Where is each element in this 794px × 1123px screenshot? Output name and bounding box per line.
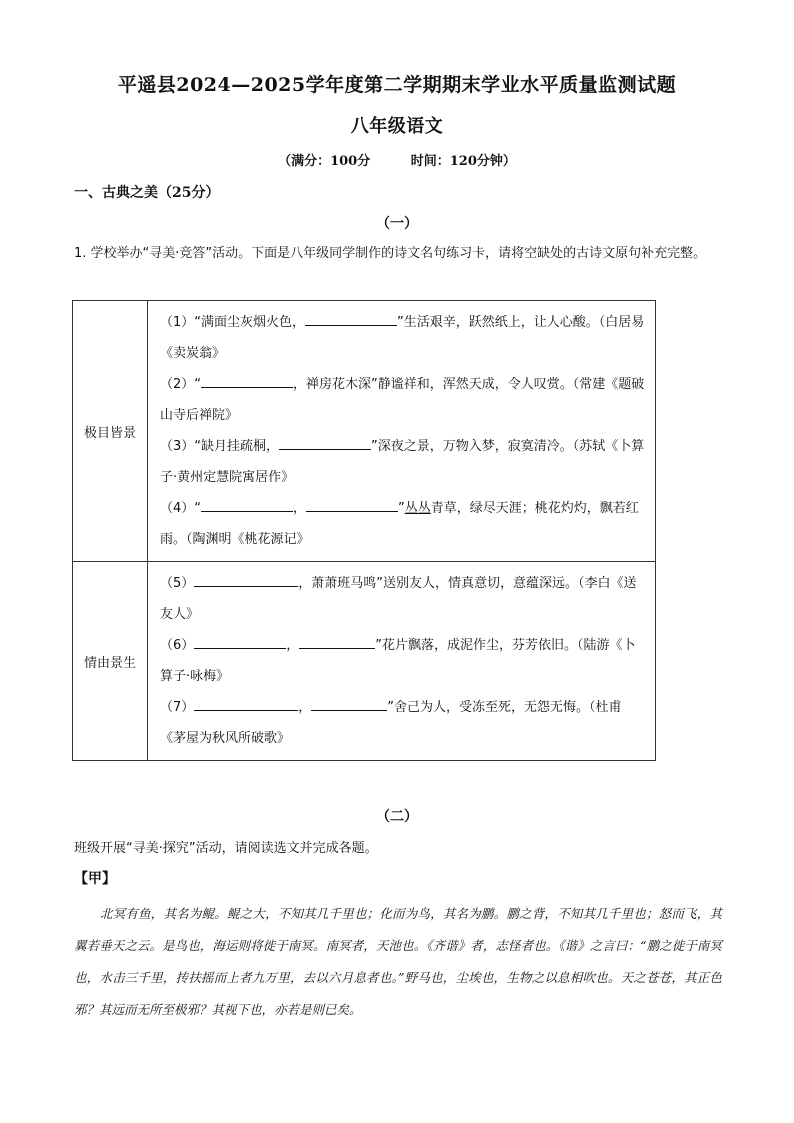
item-text-post: ，禅房花木深”静谧祥和，浑然天成，令人叹赏。（常建《题破山寺后禅院》 [160, 377, 645, 423]
answer-blank[interactable] [279, 435, 371, 450]
exam-time: 时间：120分钟） [410, 154, 516, 169]
items-cell [148, 301, 656, 562]
exam-title: 平遥县2024—2025学年度第二学期期末学业水平质量监测试题 [117, 74, 677, 96]
item-text-post: ”生活艰辛，跃然纸上，让人心酸。（白居易《卖炭翁》 [160, 315, 645, 361]
category-cell: 极目皆景 [73, 301, 148, 562]
item-text-post: ，萧萧班马鸣”送别友人，情真意切，意蕴深远。（李白《送友人》 [160, 576, 637, 622]
part-2-intro: 班级开展“寻美·探究”活动，请阅读选文并完成各题。 [74, 841, 378, 856]
part-label-2: （二） [376, 809, 418, 825]
item-text-post: ”花片飘落，成泥作尘，芬芳依旧。（陆游《卜算子·咏梅》 [160, 638, 636, 684]
item-text-mid: ， [286, 638, 300, 653]
part-label-1: （一） [376, 216, 418, 232]
answer-blank[interactable] [194, 572, 298, 587]
item-text-pre: （2）“ [160, 377, 202, 392]
list-item [160, 630, 645, 692]
category-cell: 情由景生 [73, 562, 148, 761]
answer-blank[interactable] [311, 696, 387, 711]
poetry-practice-card [72, 300, 656, 761]
list-item [160, 431, 645, 493]
table-row [73, 301, 656, 562]
item-text-post: ”深夜之景，万物入梦，寂寞清冷。（苏轼《卜算子·黄州定慧院寓居作》 [160, 439, 645, 485]
section-heading: 一、古典之美（25分） [74, 185, 220, 201]
item-text-pre: （5） [160, 576, 195, 591]
item-text-pre: （6） [160, 638, 195, 653]
item-text-pre: （4）“ [160, 501, 202, 516]
question-1-text: 1. 学校举办“寻美·竞答”活动。下面是八年级同学制作的诗文名句练习卡，请将空缺处的古诗文原句补充完整。 [74, 246, 707, 261]
answer-blank[interactable] [194, 696, 298, 711]
exam-info [0, 150, 794, 169]
item-text-post: 青草，绿尽天涯；桃花灼灼，飘若红雨。（陶渊明《桃花源记》 [160, 501, 639, 547]
list-item [160, 493, 645, 555]
answer-blank[interactable] [201, 497, 293, 512]
list-item [160, 568, 645, 630]
item-text-post: ”舍己为人，受冻至死，无怨无悔。（杜甫《茅屋为秋风所破歌》 [160, 700, 622, 746]
item-text-pre: （7） [160, 700, 195, 715]
exam-subject: 八年级语文 [350, 116, 444, 137]
list-item [160, 369, 645, 431]
item-text-underlined: 丛丛 [404, 501, 431, 516]
table-row [73, 562, 656, 761]
answer-blank[interactable] [201, 373, 293, 388]
items-cell [148, 562, 656, 761]
answer-blank[interactable] [306, 497, 398, 512]
list-item [160, 692, 645, 754]
answer-blank[interactable] [299, 634, 375, 649]
full-score: （满分：100分 [278, 154, 371, 169]
passage-label-jia: 【甲】 [74, 871, 116, 887]
answer-blank[interactable] [194, 634, 286, 649]
item-text-mid: ， [293, 501, 307, 516]
item-text-pre: （1）“满面尘灰烟火色， [160, 315, 306, 330]
passage-jia: 北冥有鱼，其名为鲲。鲲之大，不知其几千里也；化而为鸟，其名为鹏。鹏之背，不知其几千里也；怒而飞，其翼若垂天之云。是鸟也，海运则将徙于南冥。南冥者，天池也。《齐谐》者，志怪者也。《谐》之言曰：“鹏之徙于南冥也，水击三千里，抟扶摇而上者九万里，去以六月息者也。”野马也，尘埃也，生物之以息相吹也。天之苍苍，其正色邪？其远而无所至极邪？其视下也，亦若是则已矣。 [74, 906, 722, 1017]
list-item [160, 307, 645, 369]
item-text-pre: （3）“缺月挂疏桐， [160, 439, 280, 454]
closing-quote: ” [398, 501, 405, 516]
item-text-mid: ， [298, 700, 312, 715]
answer-blank[interactable] [305, 311, 397, 326]
